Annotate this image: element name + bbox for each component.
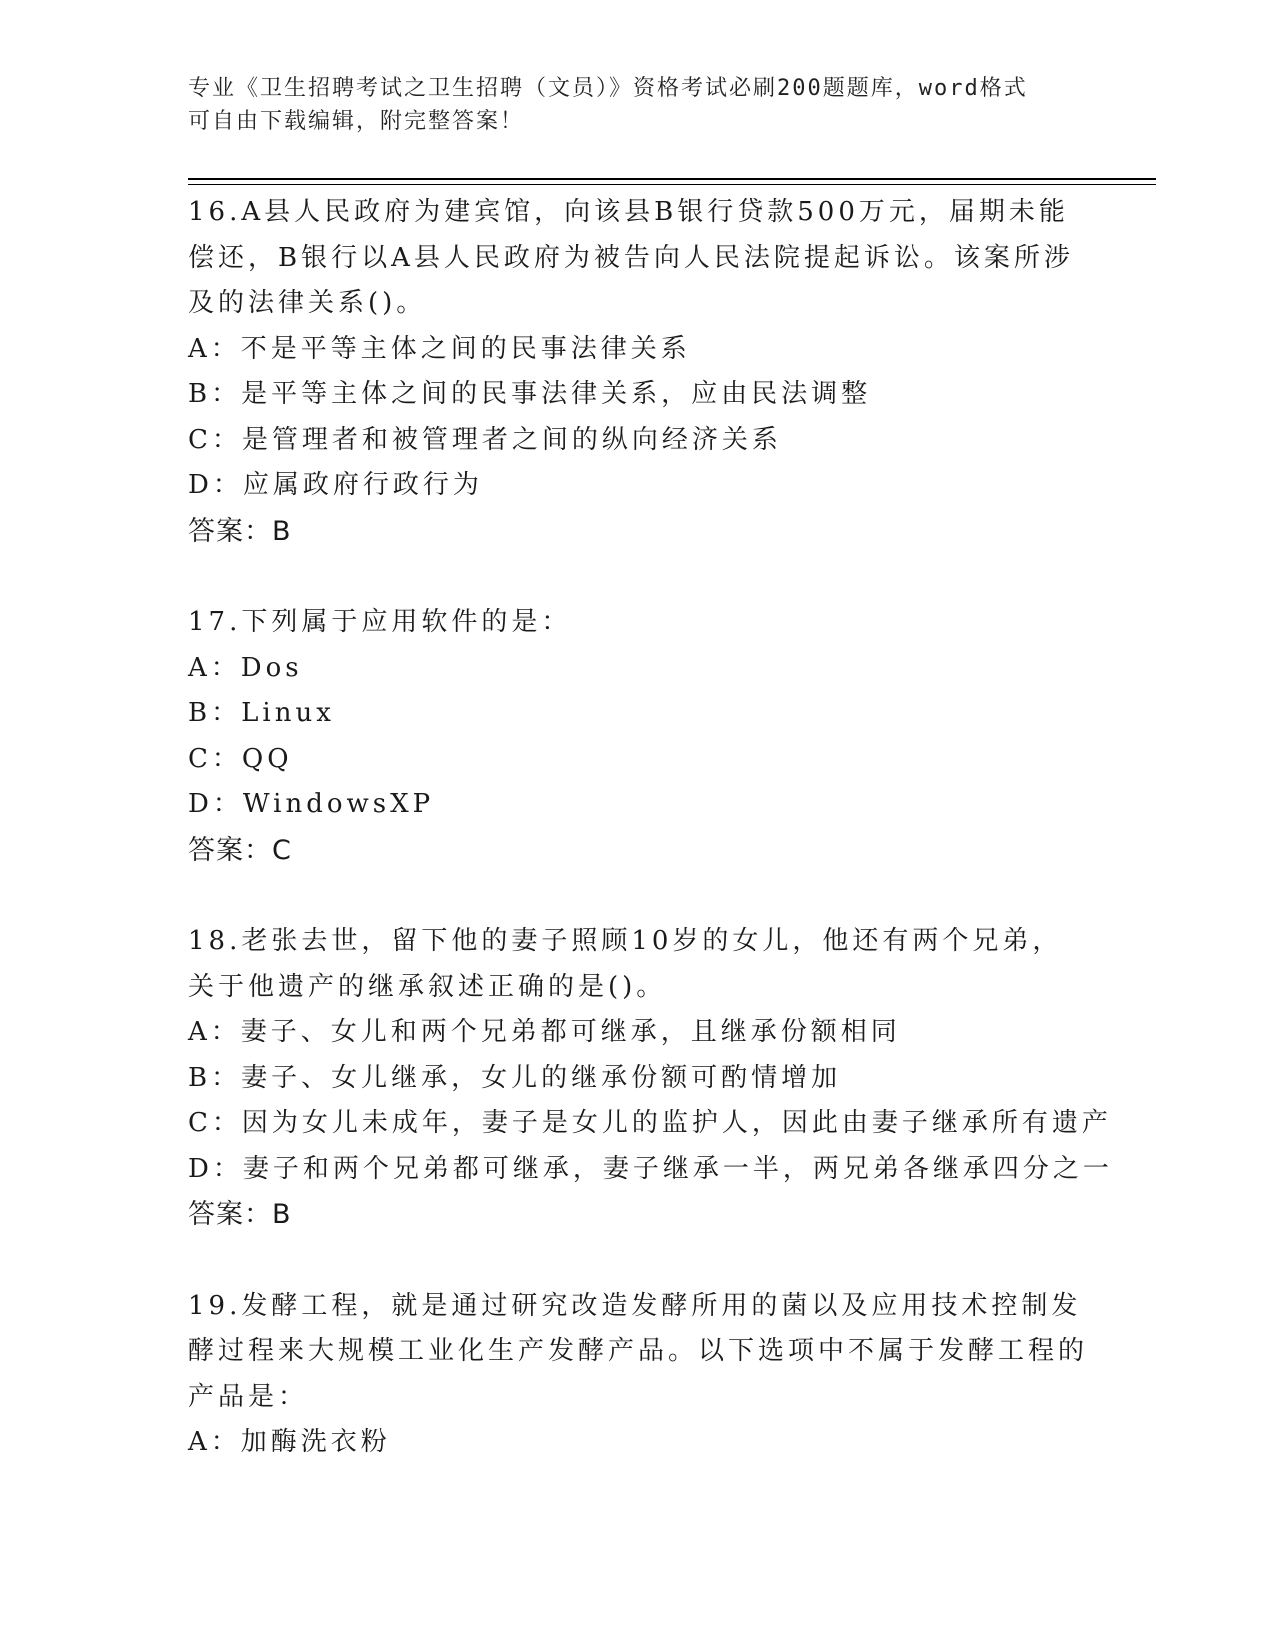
option-text: 是平等主体之间的民事法律关系，应由民法调整: [241, 379, 872, 409]
question-19: [188, 1284, 1088, 1466]
question-list: [188, 190, 1113, 1512]
option-text: 妻子、女儿继承，女儿的继承份额可酌情增加: [241, 1062, 842, 1093]
option-text: 加酶洗衣粉: [240, 1427, 391, 1457]
option-text: 不是平等主体之间的民事法律关系: [240, 333, 691, 364]
option-text: 是管理者和被管理者之间的纵向经济关系: [241, 424, 782, 455]
option-a: [188, 1420, 1088, 1466]
option-letter: A ：: [188, 334, 241, 364]
option-text: 因为女儿未成年，妻子是女儿的监护人，因此由妻子继承所有遗产: [241, 1108, 1112, 1138]
option-letter: C ：: [188, 425, 242, 455]
option-letter: A ：: [188, 1427, 241, 1457]
option-c: [188, 1101, 1112, 1147]
question-stem: 18.老张去世，留下他的妻子照顾10岁的女儿，他还有两个兄弟，关于他遗产的继承叙述正确的是()。: [188, 926, 1063, 1002]
option-letter: A ：: [188, 1017, 241, 1047]
option-letter: A ：: [188, 653, 241, 683]
option-d: [188, 463, 1088, 509]
question-stem: 16.A县人民政府为建宾馆，向该县B银行贷款500万元，届期未能偿还，B银行以A县人民政府为被告向人民法院提起诉讼。该案所涉及的法律关系()。: [188, 197, 1074, 318]
option-letter: D ：: [188, 470, 243, 500]
header-line-2: 可自由下载编辑，附完整答案！: [188, 109, 525, 134]
document-header: [188, 72, 1088, 138]
answer-line: [188, 828, 1088, 874]
answer-value: C: [272, 834, 292, 866]
option-d: [188, 1147, 1113, 1193]
question-stem: 17.下列属于应用软件的是：: [188, 607, 572, 637]
answer-line: [188, 509, 1088, 555]
answer-prefix: 答案：: [188, 1199, 272, 1230]
option-letter: C ：: [188, 744, 242, 774]
option-letter: B ：: [188, 698, 241, 728]
option-text: Dos: [240, 652, 303, 683]
option-text: WindowsXP: [242, 789, 435, 819]
question-18: [188, 919, 1113, 1238]
option-text: 妻子和两个兄弟都可继承，妻子继承一半，两兄弟各继承四分之一: [242, 1153, 1113, 1184]
option-text: Linux: [241, 698, 335, 728]
answer-prefix: 答案：: [188, 515, 272, 547]
option-text: 妻子、女儿和两个兄弟都可继承，且继承份额相同: [240, 1017, 901, 1047]
question-stem: 19.发酵工程，就是通过研究改造发酵所用的菌以及应用技术控制发酵过程来大规模工业化生产发酵产品。以下选项中不属于发酵工程的产品是：: [188, 1290, 1089, 1412]
option-c: [188, 737, 1088, 783]
answer-prefix: 答案：: [188, 834, 272, 866]
option-b: [188, 1056, 1088, 1102]
header-rule-thick: [188, 178, 1156, 180]
option-c: [188, 418, 1088, 464]
answer-value: B: [272, 1199, 292, 1230]
header-rule-thin: [188, 184, 1156, 185]
option-letter: B ：: [188, 1063, 241, 1093]
option-b: [188, 372, 1088, 418]
option-a: [188, 1010, 1088, 1056]
header-line-1: 专业《卫生招聘考试之卫生招聘（文员）》资格考试必刷200题题库，word格式: [188, 76, 1028, 101]
option-letter: D ：: [188, 1154, 243, 1184]
answer-value: B: [272, 515, 292, 547]
option-letter: B ：: [188, 379, 241, 409]
option-text: QQ: [241, 743, 293, 774]
option-b: [188, 691, 1088, 737]
question-16: [188, 190, 1088, 554]
option-letter: D ：: [188, 789, 243, 819]
option-a: [188, 646, 1088, 692]
option-text: 应属政府行政行为: [242, 470, 483, 500]
option-letter: C ：: [188, 1108, 242, 1138]
option-a: [188, 327, 1088, 373]
answer-line: [188, 1192, 1088, 1238]
option-d: [188, 782, 1088, 828]
question-17: [188, 600, 1088, 873]
